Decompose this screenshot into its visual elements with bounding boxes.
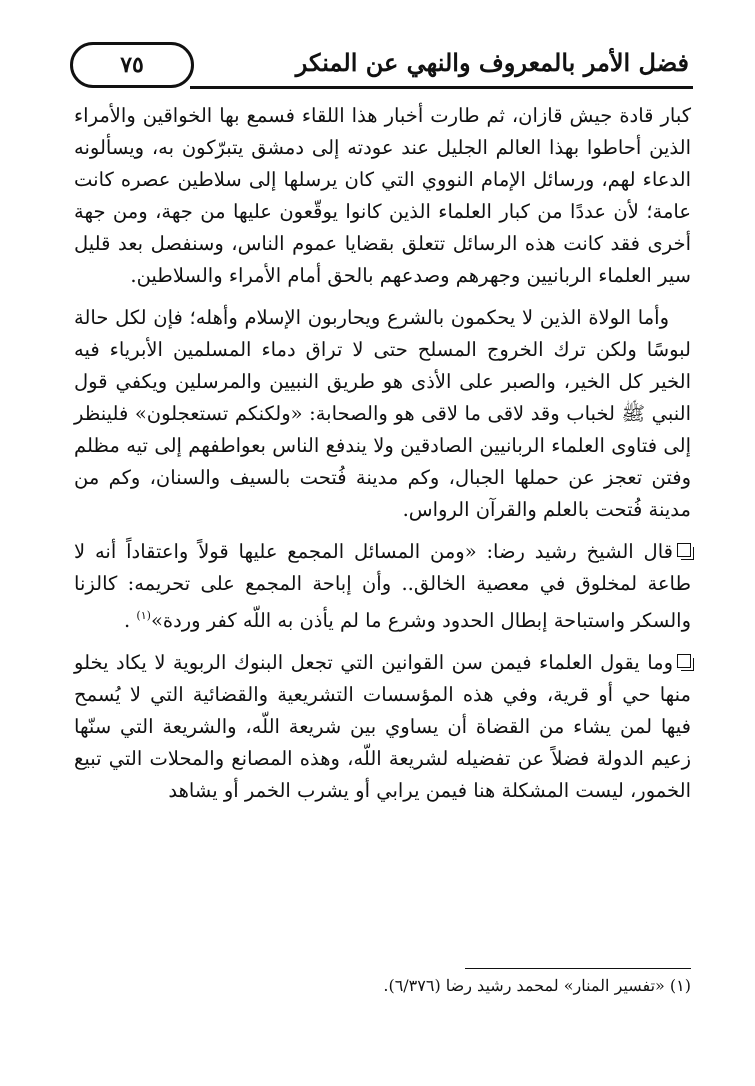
paragraph-4: [74, 647, 691, 807]
page-number-badge: [70, 42, 194, 88]
footnote: (١) «تفسير المنار» لمحمد رشيد رضا (٦/٣٧٦).: [383, 976, 691, 995]
footnote-reference: (١): [136, 609, 151, 622]
section-box-icon: [677, 654, 691, 668]
paragraph-3-text: قال الشيخ رشيد رضا: «ومن المسائل المجمع عليها قولاً واعتقاداً أنه لا طاعة لمخلوق في معصية الخالق.. وأن إباحة المجمع على تحريمه: كالزنا والسكر واستباحة إبطال الحدود وشرع ما لم يأذن به اللّه كفر وردة»: [74, 540, 691, 632]
paragraph-3-tail: .: [124, 609, 137, 632]
section-box-icon: [677, 543, 691, 557]
footnote-separator: [465, 968, 691, 969]
running-title: فضل الأمر بالمعروف والنهي عن المنكر: [295, 48, 689, 77]
paragraph-3: [74, 536, 691, 637]
page-number: ٧٥: [120, 52, 144, 78]
paragraph-1: كبار قادة جيش قازان، ثم طارت أخبار هذا اللقاء فسمع بها الخواقين والأمراء الذين أحاطوا بهذا العالم الجليل عند عودته إلى دمشق يتبرّكون به، ويسألونه الدعاء لهم، ورسائل الإمام النووي التي كان يرسلها إلى سلاطين عصره كانت عامة؛ لأن عددًا من كبار العلماء الذين كانوا يوقّعون عليها من جهة، ومن جهة أخرى فقد كانت هذه الرسائل تتعلق بقضايا عموم الناس، وسنفصل بعد قليل سير العلماء الربانيين وجهرهم وصدعهم بالحق أمام الأمراء والسلاطين.: [74, 104, 691, 287]
header-rule: [190, 86, 693, 89]
page-header: [70, 38, 693, 88]
paragraph-2: وأما الولاة الذين لا يحكمون بالشرع ويحاربون الإسلام وأهله؛ فإن لكل حالة لبوسًا ولكن ترك الخروج المسلح حتى لا تراق دماء المسلمين الأبرياء فيه الخير كل الخير، والصبر على الأذى هو طريق النبيين والمرسلين ويكفي قول النبي ﷺ لخباب وقد لاقى ما لاقى هو والصحابة: «ولكنكم تستعجلون» فلينظر إلى فتاوى العلماء الربانيين الصادقين ولا يندفع الناس بعواطفهم إلى تيه مظلم وفتن تعجز عن حملها الجبال، وكم مدينة فُتحت بالسيف والسنان، وكم من مدينة فُتحت بالعلم والقرآن الرواس.: [74, 306, 691, 521]
paragraph-4-text: وما يقول العلماء فيمن سن القوانين التي تجعل البنوك الربوية لا يكاد يخلو منها حي أو قرية، وفي هذه المؤسسات التشريعية والقضائية التي لا يُسمح فيها لمن يشاء من القضاة أن يساوي بين شريعة اللّه، والشريعة التي سنّها زعيم الدولة فضلاً عن تفضيله لشريعة اللّه، وهذه المصانع والمحلات التي تبيع الخمور، ليست المشكلة هنا فيمن يرابي أو يشرب الخمر أو يشاهد: [74, 651, 691, 802]
main-text: [74, 100, 691, 807]
